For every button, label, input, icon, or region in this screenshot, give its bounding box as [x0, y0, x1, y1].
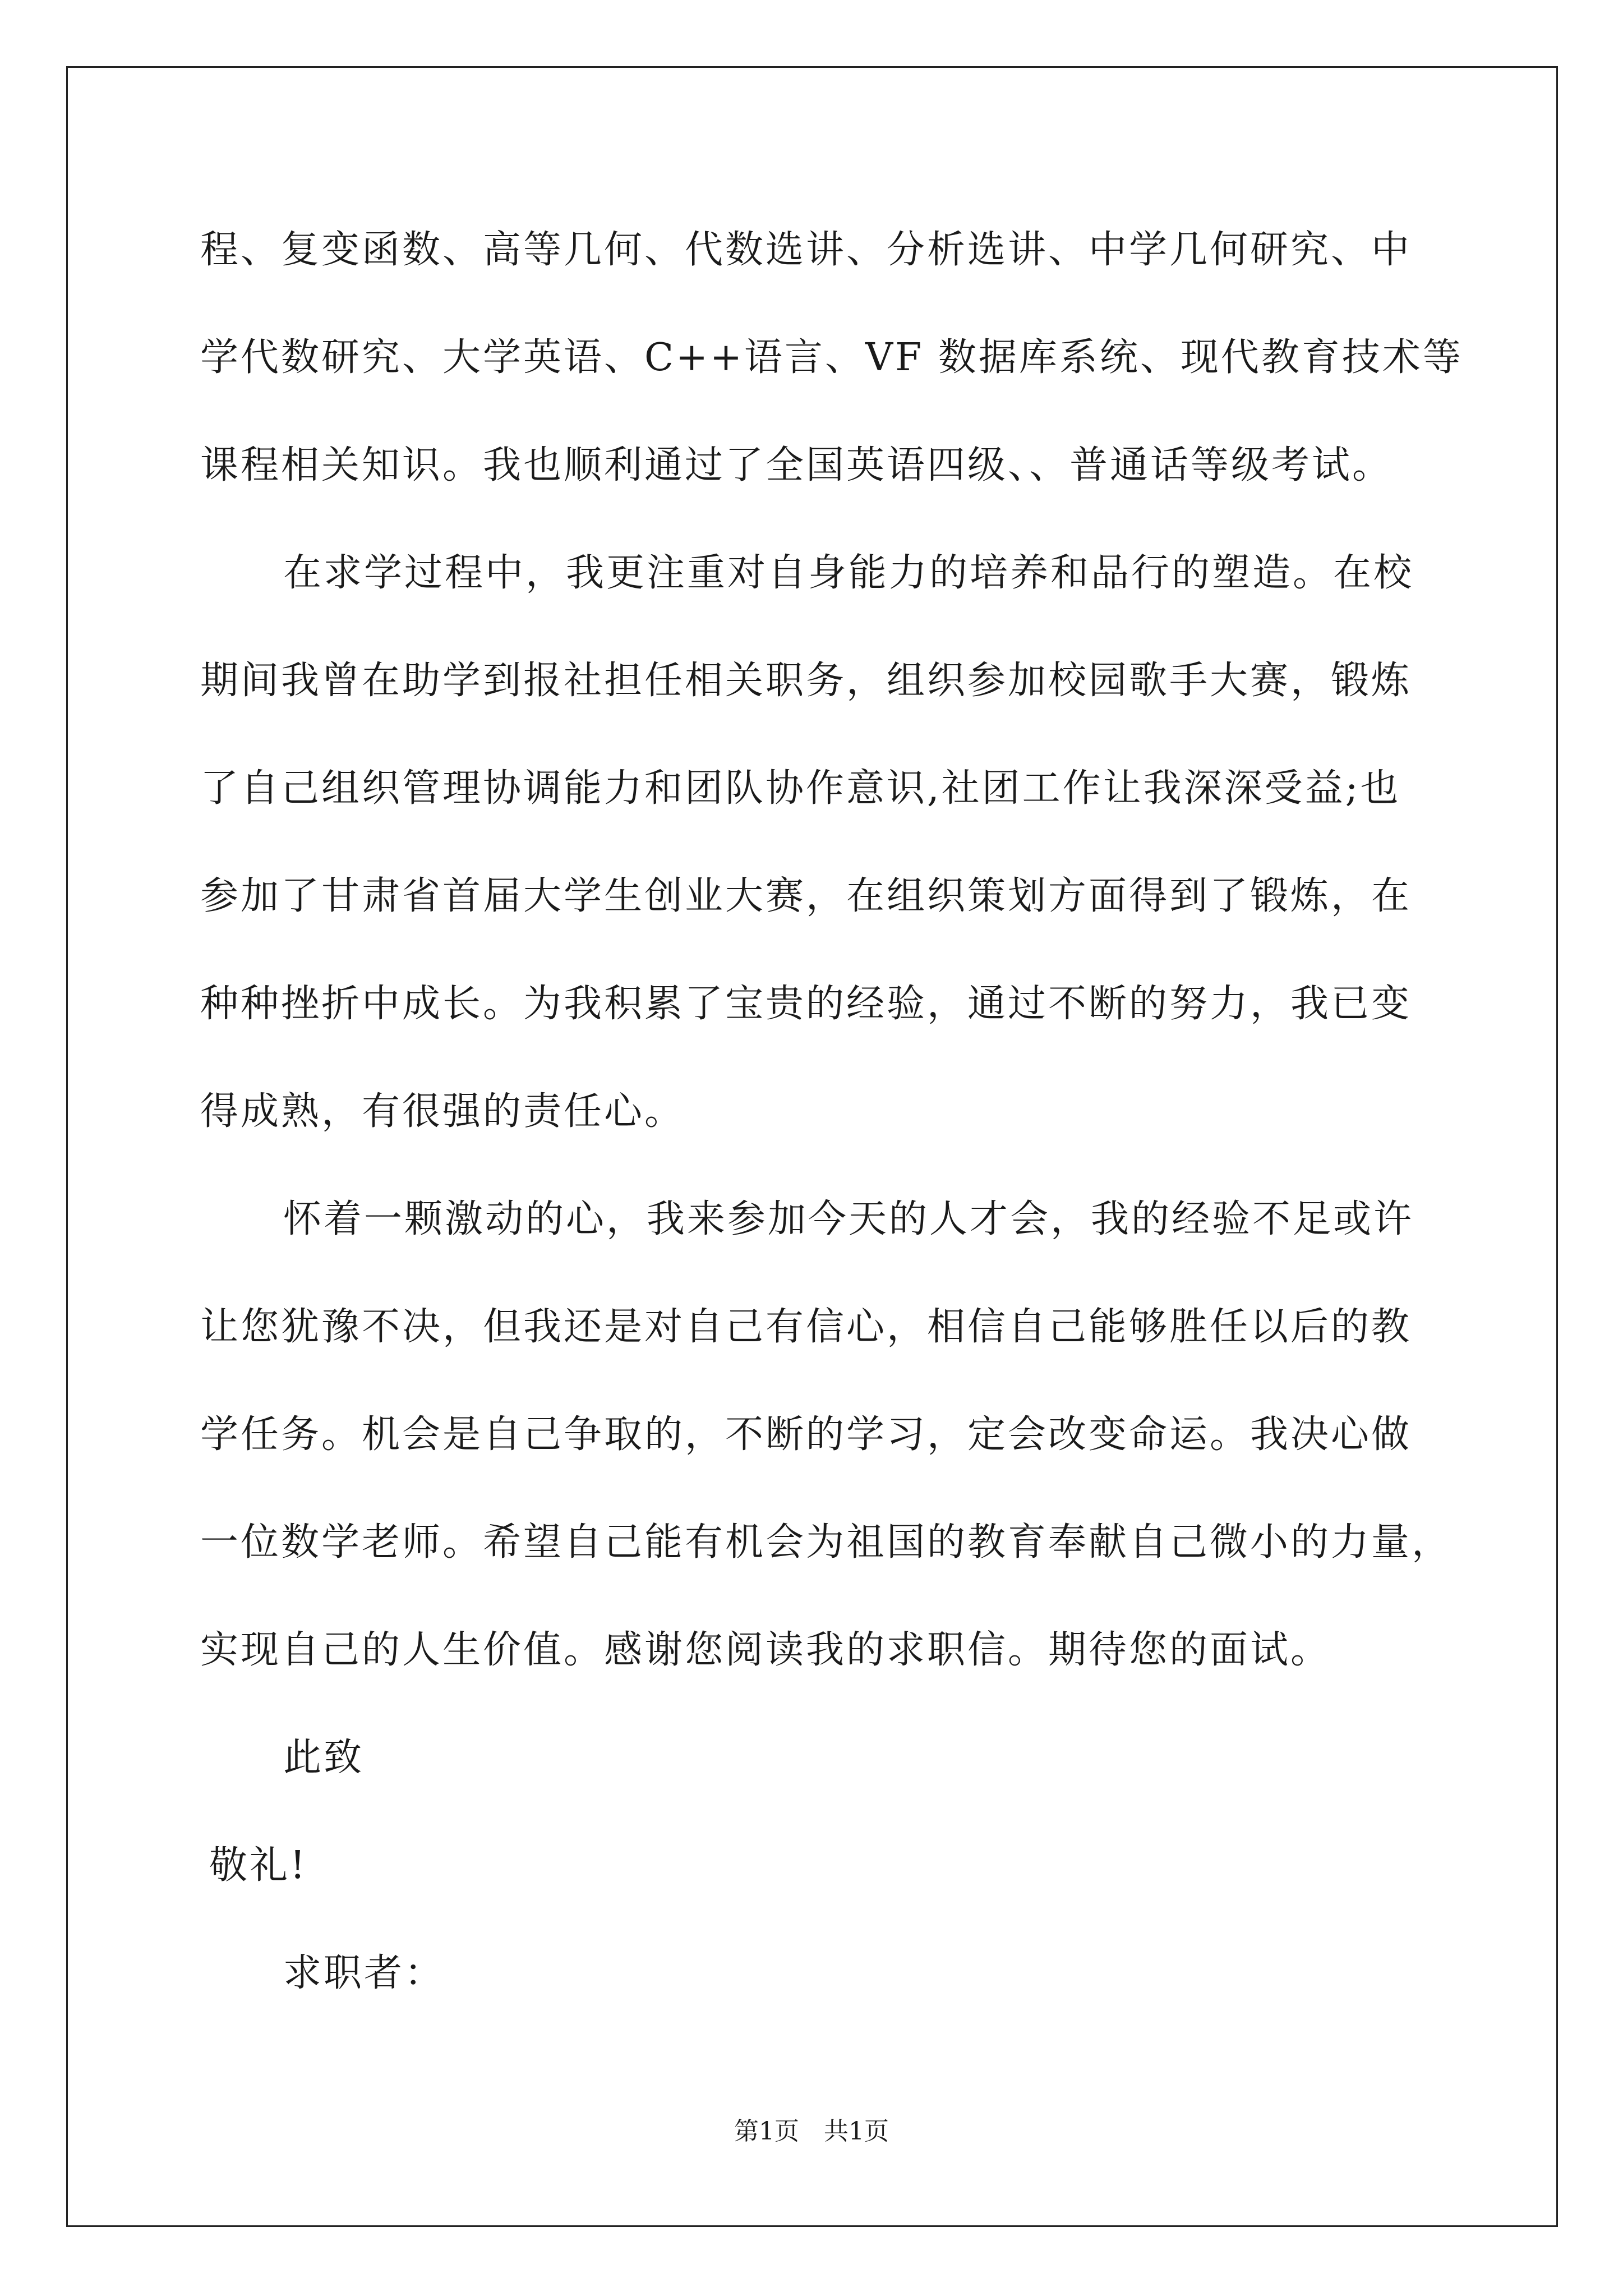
paragraph-start-line: 在求学过程中，我更注重对自身能力的培养和品行的塑造。在校 — [283, 551, 1414, 595]
text-line: 得成熟，有很强的责任心。 — [200, 1089, 685, 1134]
page-footer — [0, 2115, 1623, 2148]
signature-label: 求职者： — [283, 1951, 445, 1995]
text-line: 让您犹豫不决，但我还是对自己有信心，相信自己能够胜任以后的教 — [200, 1305, 1412, 1349]
text-line: 实现自己的人生价值。感谢您阅读我的求职信。期待您的面试。 — [200, 1628, 1331, 1672]
page-total: 共1页 — [824, 2117, 889, 2146]
page-border — [66, 66, 1558, 2227]
text-line: 学代数研究、大学英语、C++语言、VF 数据库系统、现代教育技术等 — [200, 335, 1463, 380]
text-line: 一位数学老师。希望自己能有机会为祖国的教育奉献自己微小的力量， — [200, 1520, 1453, 1565]
closing-salutation: 此致 — [283, 1736, 365, 1780]
text-line: 期间我曾在助学到报社担任相关职务，组织参加校园歌手大赛，锻炼 — [200, 659, 1412, 703]
text-line: 参加了甘肃省首届大学生创业大赛，在组织策划方面得到了锻炼，在 — [200, 874, 1412, 918]
text-line: 了自己组织管理协调能力和团队协作意识,社团工作让我深深受益;也 — [200, 766, 1401, 811]
text-line: 程、复变函数、高等几何、代数选讲、分析选讲、中学几何研究、中 — [200, 228, 1412, 272]
text-line: 学任务。机会是自己争取的，不断的学习，定会改变命运。我决心做 — [200, 1412, 1412, 1457]
text-line: 课程相关知识。我也顺利通过了全国英语四级、、普通话等级考试。 — [200, 443, 1393, 487]
text-line: 种种挫折中成长。为我积累了宝贵的经验，通过不断的努力，我已变 — [200, 982, 1412, 1026]
page-number: 第1页 — [734, 2117, 799, 2146]
closing-regards: 敬礼! — [209, 1843, 308, 1888]
paragraph-start-line: 怀着一颗激动的心，我来参加今天的人才会，我的经验不足或许 — [283, 1197, 1414, 1241]
